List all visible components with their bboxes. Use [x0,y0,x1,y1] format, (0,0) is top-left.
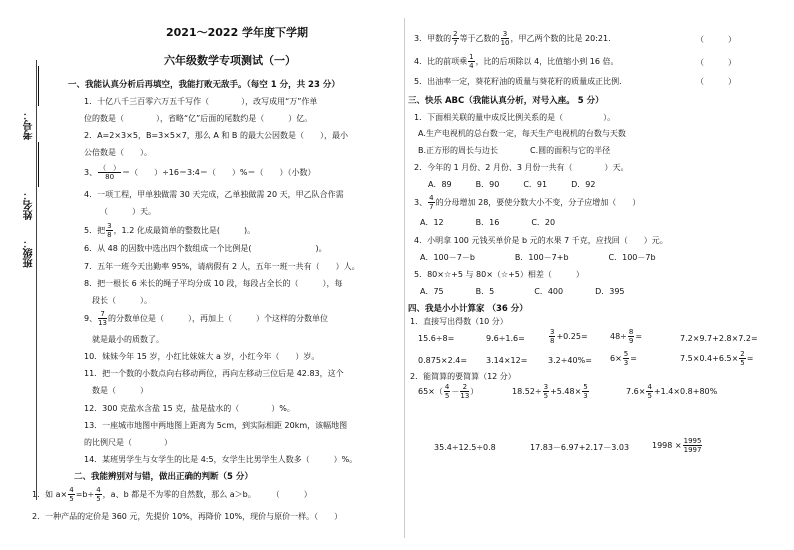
s1-q4-line2: （ ）天。 [100,207,156,216]
simplify-2-den2: 3 [583,392,588,400]
s3q3-fraction [428,194,434,211]
s1-q9 [84,310,328,327]
q3-text: ＝（ ）÷16＝3:4＝（ ）%＝（ ）（小数） [122,168,316,177]
s2q4-fraction [468,53,474,70]
simplify-3-num: 4 [647,383,652,391]
s1-q7: 7．五年一班今天出勤率 95%，请病假有 2 人，五年一班一共有（ ）人。 [84,262,360,271]
q5-text: ，1.2 化成最简单的整数比是( )。 [113,226,256,235]
calc-r1-3-den: 8 [550,337,555,345]
s2q4-num: 1 [469,53,474,61]
simplify-1-pre: 65×（ [418,387,443,396]
section3-heading: 三、快乐 ABC（我能认真分析，对号入座。 5 分） [408,96,604,106]
q5-numerator: 3 [107,222,112,230]
calc-r1-4-den: 9 [628,337,634,345]
calc-r2-5-den: 5 [740,359,745,367]
calc-r2-4-fraction [623,350,629,367]
s2q1-num1: 4 [69,486,74,494]
s3q3-den: 7 [429,203,434,211]
simplify-1-num2: 2 [460,383,469,392]
q3-numerator: （ ） [99,164,121,172]
name-underline [38,142,39,187]
simplify-1-mid: － [451,387,460,396]
s3q3-num: 4 [429,194,434,202]
s2-q4-blank: （ ） [696,58,736,67]
simplify-1-den2: 13 [460,392,470,400]
s3q3-text: 的分母增加 28，要使分数大小不变，分子应增加（ ） [435,198,641,207]
s3q3-prefix: 3、 [414,198,428,207]
s1-q9-line2: 就是最小的质数了。 [92,335,164,344]
s2q1-prefix: 1．如 a× [32,490,68,499]
name-label: 姓名： [24,190,35,220]
s1-q14: 14．某班男学生与女学生的比是 4:5，女学生比男学生人数多（ ）%。 [84,455,358,464]
q9-text: 的分数单位是（ ），再加上（ ）个这样的分数单位 [108,314,329,323]
s2q1-den1: 5 [69,495,74,503]
calc-r2-5-pre: 7.5×0.4+6.5× [680,354,739,363]
s3-q4: 4．小明拿 100 元钱买单价是 b 元的水果 7 千克，应找回（ ）元。 [414,236,668,245]
s2q3-fraction1 [452,30,458,47]
simplify-2 [512,383,590,400]
s2-q5: 5．出油率一定，葵花籽油的质量与葵花籽的质量成正比例． [414,77,628,86]
calc-r2-5 [680,350,753,367]
class-label: 班级： [24,238,35,268]
s2-q1 [32,486,312,503]
exam-number-underline [38,66,39,106]
calc-r1-5: 7.2×9.7+2.8×7.2= [680,334,758,343]
calc-r2-5-eq: = [746,354,754,363]
s2q1-fraction2 [95,486,101,503]
s2q3-den2: 10 [500,39,510,47]
s2q1-mid: =b÷ [75,490,95,499]
s1-q8-line1: 8．把一根长 6 米长的绳子平均分成 10 段，每段占全长的（ ），每 [84,279,343,288]
q5-fraction [106,222,112,239]
s2q3-den1: 7 [453,39,458,47]
s1-q1-line1: 1．十亿八千三百零六万五千写作（ ），改写成用“万”作单 [84,97,318,106]
s1-q8-line2: 段长（ ）。 [92,296,152,305]
simplify-2-fraction1 [543,383,549,400]
simplify-6 [652,437,703,454]
calc-r1-1: 15.6÷8= [418,334,455,343]
simplify-2-num1: 3 [543,383,549,391]
s2q3-num1: 2 [453,30,458,38]
calc-r1-4-eq: = [635,332,643,341]
simplify-6-fraction [683,437,703,454]
s1-q5 [84,222,255,239]
s2q1-text: ，a、b 都是不为零的自然数，那么 a＞b。 （ ） [102,490,312,499]
calc-r2-1: 0.875×2.4= [418,356,468,365]
calc-r2-4-eq: = [630,354,637,363]
q9-denominator: 13 [98,319,108,327]
calc-r2-2: 3.14×12= [486,356,528,365]
s2q3-prefix: 3．甲数的 [414,34,452,43]
calc-r1-3-fraction [549,328,555,345]
calc-r2-4-pre: 6× [610,354,622,363]
calc-r1-2: 9.6÷1.6= [486,334,525,343]
s1-q2-line2: 公倍数是（ ）。 [84,148,152,157]
calc-r1-3-text: +0.25= [556,332,588,341]
s3-q5-options: A．75 B．5 C．400 D．395 [420,287,625,296]
q5-denominator: 8 [107,231,112,239]
simplify-6-den: 1997 [683,446,702,454]
calc-r1-4 [610,328,642,345]
s1-q13-line2: 的比例尺是（ ） [84,438,172,447]
simplify-2-num2: 5 [583,383,588,391]
simplify-1-fraction1 [444,383,450,400]
simplify-2-den1: 5 [543,392,549,400]
section4-heading: 四、我是小小计算家 （36 分） [408,304,528,314]
s1-q10: 10．妹妹今年 15 岁，小红比妹妹大 a 岁，小红今年（ ）岁。 [84,352,320,361]
s1-q12: 12．300 克盐水含盐 15 克，盐是盐水的（ ）%。 [84,404,295,413]
simplify-6-pre: 1998 × [652,441,682,450]
simplify-6-num: 1995 [683,437,702,445]
exam-year-title: 2021～2022 学年度下学期 [166,26,309,39]
s2q3-mid: 等于乙数的 [459,34,500,43]
s3-q1: 1．下面相关联的量中成反比例关系的是（ ）。 [414,113,616,122]
s1-q11-line2: 数是（ ） [92,386,148,395]
calc-r1-3 [548,328,588,345]
calc-r2-5-fraction [739,350,745,367]
s3-q2-options: A．89 B．90 C．91 D．92 [428,180,596,189]
simplify-2-mid: +5.48× [550,387,582,396]
s3-q3-options: A．12 B．16 C．20 [420,218,556,227]
s2-q3-blank: （ ） [696,35,736,44]
s2q3-fraction2 [501,30,510,47]
q5-prefix: 5．把 [84,226,106,235]
s2-q5-blank: （ ） [696,77,736,86]
calc-r2-3: 3.2÷40%= [548,356,592,365]
s1-q13-line1: 13．一座城市地图中两地图上距离为 5cm，到实际相距 20km，该幅地图 [84,421,348,430]
q9-fraction [98,310,107,327]
simplify-3 [626,383,717,400]
s2q1-fraction1 [68,486,74,503]
simplify-1-den1: 5 [444,392,450,400]
simplify-1-post: ） [470,387,479,396]
s4-sub1: 1．直接写出得数（10 分） [410,317,508,326]
s3-q4-options: A．100－7－b B．100－7+b C．100－7b [420,253,656,262]
simplify-2-pre: 18.52÷ [512,387,542,396]
simplify-1-fraction2 [460,383,469,400]
simplify-3-den: 5 [647,392,652,400]
calc-r2-4-den: 3 [623,359,629,367]
calc-r2-4-num: 5 [623,350,629,358]
calc-r1-4-fraction [628,328,634,345]
simplify-3-post: +1.4×0.8+80% [653,387,718,396]
q3-denominator: 80 [105,173,115,181]
simplify-3-fraction [646,383,652,400]
q9-prefix: 9、 [84,314,98,323]
simplify-1-num1: 4 [444,383,450,391]
s2q4-text: ，比的后项除以 4，比值缩小到 16 倍。 [475,57,619,66]
section1-heading: 一、我能认真分析后再填空，我能打败无敌手。（每空 1 分，共 23 分） [68,80,340,90]
s4-sub2: 2．能简算的要简算（12 分） [410,372,516,381]
s1-q6: 6．从 48 的因数中选出四个数组成一个比例是( )。 [84,244,327,253]
s2-q4 [414,53,618,70]
column-divider [404,18,405,538]
s2q1-num2: 4 [96,486,101,494]
simplify-5: 17.83－6.97+2.17－3.03 [530,443,630,452]
s3-q3 [414,194,640,211]
simplify-2-fraction2 [582,383,588,400]
s2q3-text: ，甲乙两个数的比是 20:21. [510,34,611,43]
simplify-1 [418,383,478,400]
calc-r1-3-num: 3 [550,328,555,336]
simplify-3-pre: 7.6× [626,387,646,396]
s3-q5: 5．80×☆+5 与 80×（☆+5）相差（ ） [414,270,584,279]
s1-q2-line1: 2．A=2×3×5，B=3×5×7，那么 A 和 B 的最大公因数是（ ），最小 [84,131,348,140]
s1-q1-line2: 位的数是（ ），省略“亿”后面的尾数约是（ ）亿。 [84,114,313,123]
s1-q11-line1: 11．把一个数的小数点向右移动两位，再向左移动三位后是 42.83，这个 [84,369,344,378]
s2-q3 [414,30,611,47]
calc-r1-4-num: 8 [628,328,634,336]
s2q3-num2: 3 [501,30,510,39]
s2q4-den: 4 [469,62,474,70]
s3-q1-option-bc: B.正方形的周长与边长 C.圆的面积与它的半径 [418,146,611,155]
s2q1-den2: 5 [96,495,101,503]
q3-fraction [98,164,121,181]
section2-heading: 二、我能辨别对与错，做出正确的判断（5 分） [74,472,253,482]
s2-q2: 2．一种产品的定价是 360 元，先提价 10%，再降价 10%，现价与原价一样。（ ） [32,512,343,521]
calc-r1-4-pre: 48÷ [610,332,627,341]
simplify-4: 35.4÷12.5÷0.8 [434,443,496,452]
s3-q1-option-a: A.生产电视机的总台数一定，每天生产电视机的台数与天数 [418,129,626,138]
s3-q2: 2．今年的 1 月份、2 月份、3 月份一共有（ ）天。 [414,163,629,172]
exam-subject-title: 六年级数学专项测试（一） [164,54,296,67]
calc-r2-5-num: 2 [740,350,745,358]
q3-prefix: 3、 [84,168,98,177]
s1-q3 [84,164,315,181]
s2q4-prefix: 4．比的前项乘 [414,57,468,66]
calc-r2-4 [610,350,637,367]
exam-number-label: 考号： [24,110,35,140]
s1-q4-line1: 4．一项工程，甲单独做需 30 天完成，乙单独做需 20 天，甲乙队合作需 [84,190,344,199]
q9-numerator: 7 [98,310,107,319]
